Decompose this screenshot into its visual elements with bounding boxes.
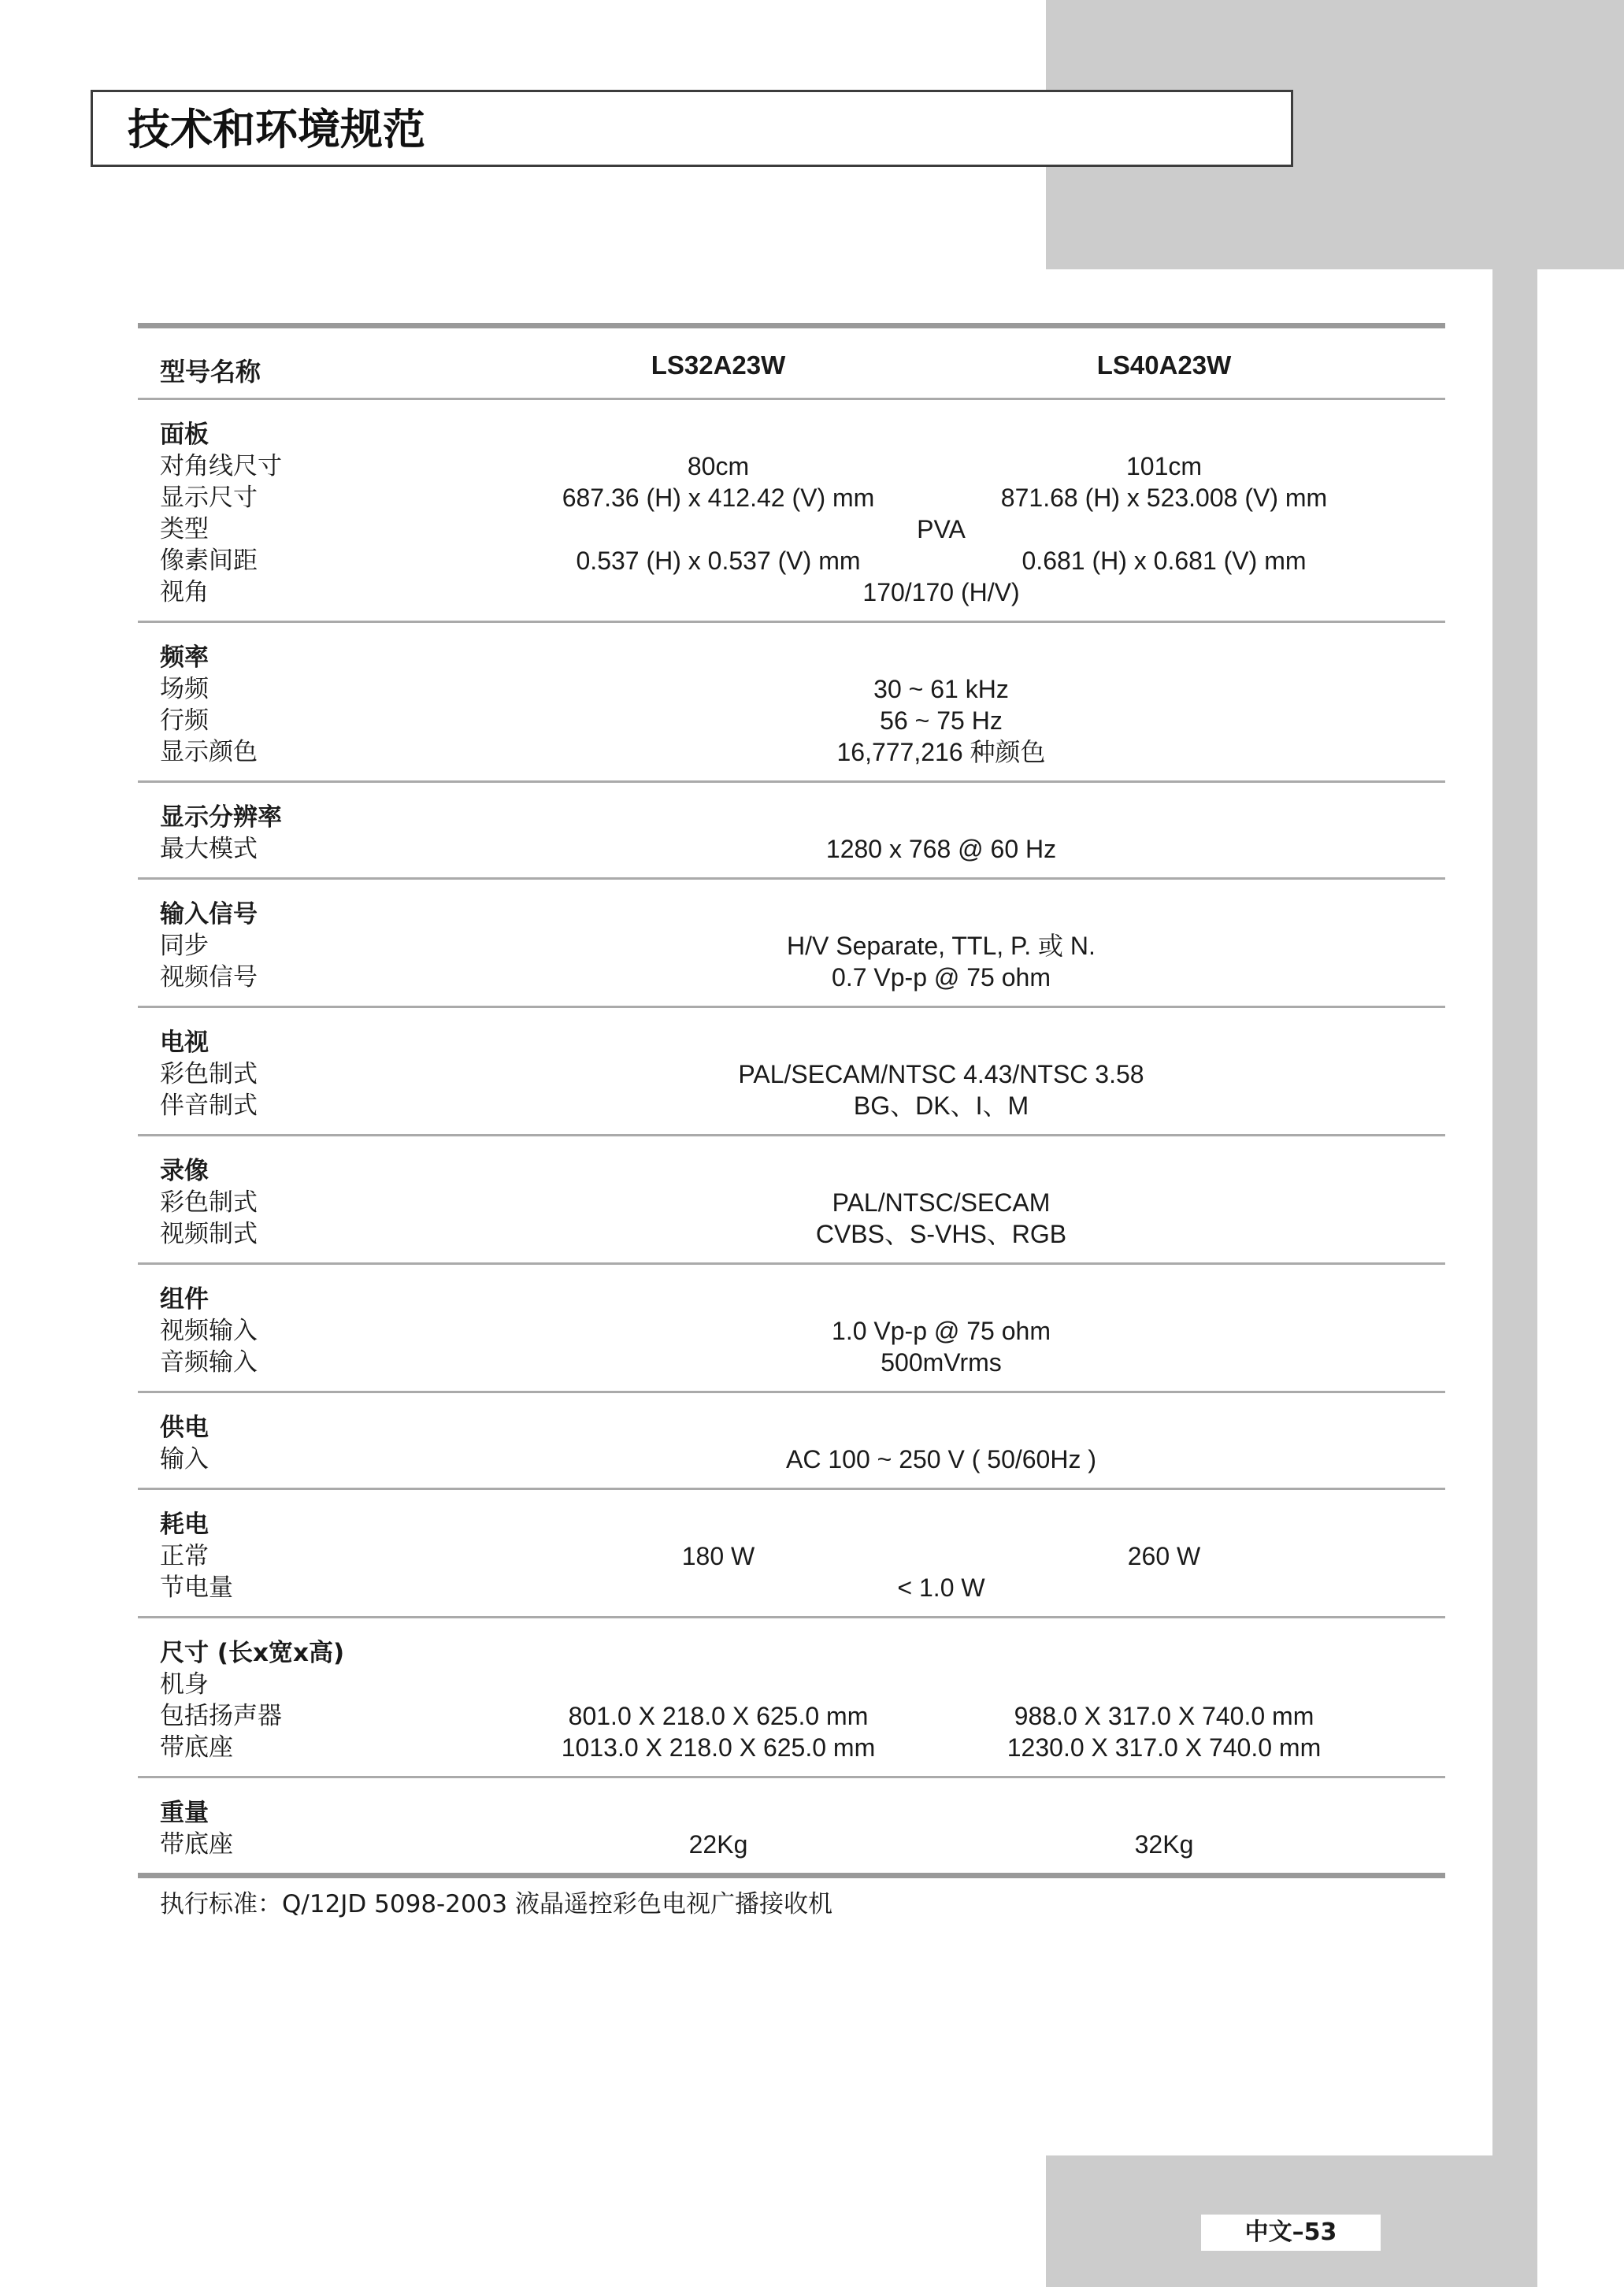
spec-label: 带底座: [160, 1830, 233, 1859]
spec-section: [138, 1265, 1445, 1391]
spec-section: [138, 783, 1445, 877]
spec-value-model-2: 32Kg: [1134, 1830, 1194, 1859]
spec-value-model-2: 1230.0 X 317.0 X 740.0 mm: [1007, 1733, 1322, 1762]
spec-value-shared: PAL/NTSC/SECAM: [832, 1188, 1051, 1217]
header-model-2: LS40A23W: [1096, 350, 1232, 380]
spec-value-shared: 1280 x 768 @ 60 Hz: [825, 835, 1057, 863]
spec-value-shared: 0.7 Vp-p @ 75 ohm: [832, 963, 1051, 992]
spec-label: 节电量: [160, 1573, 233, 1602]
decorative-side-band-right: [1492, 269, 1537, 2287]
spec-section: [138, 1778, 1445, 1873]
header-model-1: LS32A23W: [651, 350, 786, 380]
section-heading-line: [138, 1026, 1445, 1058]
section-heading: 尺寸 (长x宽x高): [160, 1639, 345, 1667]
section-heading: 供电: [160, 1414, 209, 1442]
spec-label: 包括扬声器: [160, 1702, 282, 1730]
spec-row: [138, 704, 1445, 736]
spec-label: 伴音制式: [160, 1092, 258, 1120]
section-heading-line: [138, 418, 1445, 450]
spec-label: 机身: [160, 1670, 209, 1699]
spec-row: [138, 513, 1445, 544]
spec-section: [138, 1008, 1445, 1134]
spec-label: 最大模式: [160, 835, 258, 863]
spec-label: 视角: [160, 578, 209, 606]
section-heading-line: [138, 1155, 1445, 1186]
spec-value-shared: BG、DK、I、M: [853, 1092, 1029, 1120]
spec-value-model-1: 80cm: [687, 452, 750, 480]
spec-label: 同步: [160, 932, 209, 960]
section-heading: 频率: [160, 643, 209, 672]
section-heading-line: [138, 1411, 1445, 1443]
spec-section: [138, 623, 1445, 780]
spec-value-model-1: 801.0 X 218.0 X 625.0 mm: [568, 1702, 869, 1730]
section-heading-line: [138, 641, 1445, 673]
spec-row: [138, 1443, 1445, 1474]
spec-value-model-1: 687.36 (H) x 412.42 (V) mm: [562, 484, 875, 512]
spec-label: 视频制式: [160, 1220, 258, 1248]
table-bottom-rule: [138, 1873, 1445, 1878]
spec-label: 显示颜色: [160, 738, 258, 766]
spec-row: [138, 1571, 1445, 1603]
spec-label: 视频输入: [160, 1317, 258, 1345]
section-heading: 面板: [160, 421, 209, 449]
spec-value-shared: AC 100 ~ 250 V ( 50/60Hz ): [786, 1445, 1096, 1473]
title-box: [91, 90, 1293, 167]
spec-section: [138, 1136, 1445, 1262]
spec-value-shared: < 1.0 W: [897, 1573, 985, 1602]
section-heading: 组件: [160, 1285, 209, 1314]
spec-label: 彩色制式: [160, 1060, 258, 1088]
spec-label: 对角线尺寸: [160, 452, 282, 480]
spec-value-model-1: 1013.0 X 218.0 X 625.0 mm: [561, 1733, 876, 1762]
spec-row: [138, 576, 1445, 607]
spec-row: [138, 736, 1445, 767]
section-heading: 电视: [160, 1029, 209, 1057]
spec-label: 显示尺寸: [160, 484, 258, 512]
spec-row: [138, 1314, 1445, 1346]
spec-value-shared: 16,777,216 种颜色: [836, 738, 1046, 766]
spec-label: 带底座: [160, 1733, 233, 1762]
spec-section: [138, 1490, 1445, 1616]
spec-value-model-2: 988.0 X 317.0 X 740.0 mm: [1014, 1702, 1314, 1730]
section-heading: 重量: [160, 1799, 209, 1827]
spec-section: [138, 400, 1445, 621]
section-heading-line: [138, 1283, 1445, 1314]
spec-row: [138, 450, 1445, 481]
spec-table: [138, 323, 1445, 1878]
spec-row: [138, 1828, 1445, 1859]
spec-section: [138, 1393, 1445, 1488]
spec-row: [138, 1699, 1445, 1731]
spec-value-shared: PVA: [917, 515, 966, 543]
section-heading-line: [138, 1508, 1445, 1540]
spec-label: 像素间距: [160, 547, 258, 575]
spec-value-shared: H/V Separate, TTL, P. 或 N.: [787, 932, 1096, 960]
standard-footnote: 执行标准：Q/12JD 5098-2003 液晶遥控彩色电视广播接收机: [160, 1890, 832, 1918]
spec-label: 彩色制式: [160, 1188, 258, 1217]
spec-row: [138, 481, 1445, 513]
spec-row: [138, 961, 1445, 992]
spec-row: [138, 1668, 1445, 1699]
spec-row: [138, 544, 1445, 576]
spec-label: 音频输入: [160, 1348, 258, 1377]
spec-value-model-2: 0.681 (H) x 0.681 (V) mm: [1021, 547, 1307, 575]
section-heading: 显示分辨率: [160, 803, 282, 832]
spec-value-model-1: 0.537 (H) x 0.537 (V) mm: [576, 547, 861, 575]
section-heading-line: [138, 1636, 1445, 1668]
header-label: 型号名称: [160, 357, 261, 387]
spec-label: 视频信号: [160, 963, 258, 992]
spec-value-shared: 30 ~ 61 kHz: [873, 675, 1009, 703]
section-heading: 输入信号: [160, 900, 258, 929]
spec-value-model-2: 871.68 (H) x 523.008 (V) mm: [1000, 484, 1328, 512]
spec-label: 行频: [160, 706, 209, 735]
spec-value-model-2: 260 W: [1127, 1542, 1201, 1570]
spec-label: 正常: [160, 1542, 209, 1570]
table-header-row: [138, 328, 1445, 398]
section-heading: 耗电: [160, 1510, 209, 1539]
spec-label: 输入: [160, 1445, 209, 1473]
section-heading: 录像: [160, 1157, 209, 1185]
spec-value-shared: 56 ~ 75 Hz: [880, 706, 1003, 735]
spec-row: [138, 929, 1445, 961]
spec-value-shared: 500mVrms: [881, 1348, 1002, 1377]
spec-row: [138, 1058, 1445, 1089]
spec-row: [138, 1186, 1445, 1218]
spec-value-model-1: 22Kg: [688, 1830, 748, 1859]
spec-value-shared: 170/170 (H/V): [862, 578, 1020, 606]
table-top-rule: [138, 323, 1445, 328]
spec-sections: [138, 398, 1445, 1878]
spec-value-model-1: 180 W: [681, 1542, 755, 1570]
spec-row: [138, 832, 1445, 864]
spec-value-shared: CVBS、S-VHS、RGB: [815, 1220, 1067, 1248]
section-heading-line: [138, 898, 1445, 929]
spec-row: [138, 1218, 1445, 1249]
spec-section: [138, 1618, 1445, 1776]
spec-row: [138, 1540, 1445, 1571]
section-heading-line: [138, 801, 1445, 832]
spec-row: [138, 1089, 1445, 1121]
spec-value-model-2: 101cm: [1125, 452, 1203, 480]
spec-row: [138, 1731, 1445, 1763]
page-title: 技术和环境规范: [128, 105, 425, 154]
spec-row: [138, 673, 1445, 704]
page-number: 中文–53: [1201, 2215, 1381, 2251]
spec-label: 类型: [160, 515, 209, 543]
spec-section: [138, 880, 1445, 1006]
section-heading-line: [138, 1796, 1445, 1828]
spec-value-shared: PAL/SECAM/NTSC 4.43/NTSC 3.58: [738, 1060, 1144, 1088]
spec-label: 场频: [160, 675, 209, 703]
spec-row: [138, 1346, 1445, 1377]
spec-value-shared: 1.0 Vp-p @ 75 ohm: [832, 1317, 1051, 1345]
